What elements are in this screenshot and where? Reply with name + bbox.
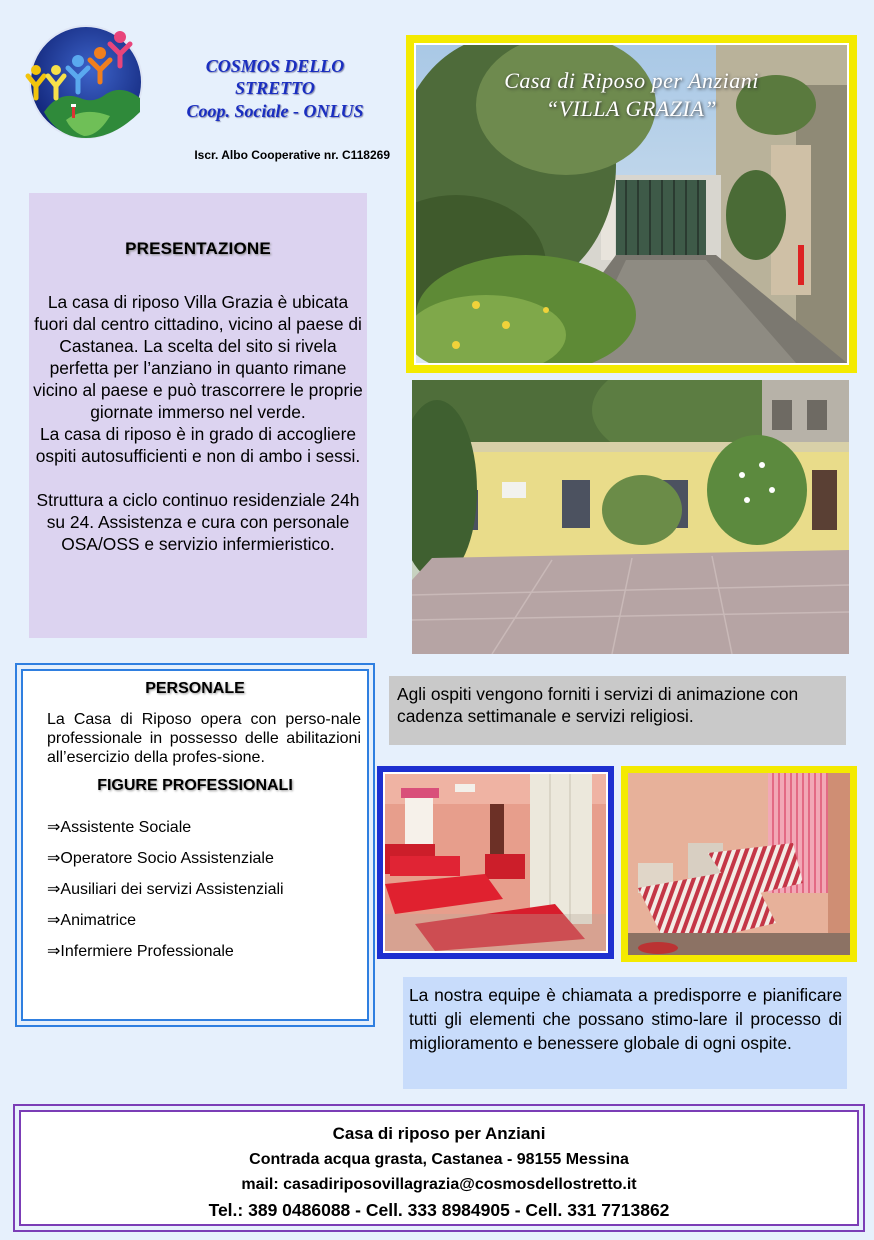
presentation-paragraph-1b: La casa di riposo è in grado di accogliere ospiti autosufficienti e non di ambo i sessi. xyxy=(35,424,361,466)
footer-phones: Tel.: 389 0486088 - Cell. 333 8984905 - Cell. 331 7713862 xyxy=(208,1200,670,1220)
footer-email: mail: casadiriposovillagrazia@cosmosdellostretto.it xyxy=(241,1176,637,1193)
footer-title: Casa di riposo per Anziani xyxy=(332,1124,546,1143)
photo-title-line2: “VILLA GRAZIA” xyxy=(545,96,717,121)
professional-figures-list xyxy=(47,817,367,972)
contact-footer xyxy=(13,1104,865,1232)
arrow-right-icon: ⇒ xyxy=(47,819,61,836)
professional-figures-title: FIGURE PROFESSIONALI xyxy=(97,777,293,794)
animation-services-text: Agli ospiti vengono forniti i servizi di animazione con cadenza settimanale e servizi religiosi. xyxy=(389,676,846,745)
presentation-box xyxy=(29,193,367,638)
arrow-right-icon: ⇒ xyxy=(47,881,61,898)
presentation-paragraph-1: La casa di riposo Villa Grazia è ubicata fuori dal centro cittadino, vicino al paese di Castanea. La scelta del sito si rivela perfetta per l’anziano in quanto rimane vicino al paese e può trascorrere le proprie giornate immerso nel verde. xyxy=(33,292,363,422)
presentation-title: PRESENTAZIONE xyxy=(125,239,271,258)
list-item: ⇒Animatrice xyxy=(47,912,136,929)
list-item: ⇒Infermiere Professionale xyxy=(47,943,234,960)
list-item: ⇒Operatore Socio Assistenziale xyxy=(47,850,274,867)
registration-number: Iscr. Albo Cooperative nr. C118269 xyxy=(194,148,390,162)
list-item: ⇒Ausiliari dei servizi Assistenziali xyxy=(47,881,284,898)
staff-box xyxy=(15,663,375,1027)
presentation-paragraph-2: Struttura a ciclo continuo residenziale 24h su 24. Assistenza e cura con personale OSA/OSS e servizio infermieristico. xyxy=(36,490,360,554)
org-name-line1: COSMOS DELLO xyxy=(205,56,345,76)
building-courtyard-photo xyxy=(412,380,849,654)
org-name-line3: Coop. Sociale - ONLUS xyxy=(186,101,364,121)
arrow-right-icon: ⇒ xyxy=(47,943,61,960)
photo-title-line1: Casa di Riposo per Anziani xyxy=(504,68,759,93)
entrance-photo-frame xyxy=(406,35,857,373)
arrow-right-icon: ⇒ xyxy=(47,850,61,867)
bedroom-red-photo xyxy=(385,774,606,951)
list-item: ⇒Assistente Sociale xyxy=(47,819,192,836)
staff-description: La Casa di Riposo opera con perso-nale professionale in possesso delle abilitazioni all’esercizio della profes-sione. xyxy=(47,711,361,766)
staff-title: PERSONALE xyxy=(145,680,245,697)
bedroom-photo-frame-yellow xyxy=(621,766,857,962)
footer-address: Contrada acqua grasta, Castanea - 98155 Messina xyxy=(249,1151,629,1168)
arrow-right-icon: ⇒ xyxy=(47,912,61,929)
team-text: La nostra equipe è chiamata a predisporre e pianificare tutti gli elementi che possano stimo-lare il processo di miglioramento e benessere globale di ogni ospite. xyxy=(403,977,847,1089)
cooperative-logo xyxy=(14,20,146,140)
bedroom-striped-photo xyxy=(628,773,850,955)
bedroom-photo-frame-blue xyxy=(377,766,614,959)
org-name-line2: STRETTO xyxy=(235,78,315,98)
